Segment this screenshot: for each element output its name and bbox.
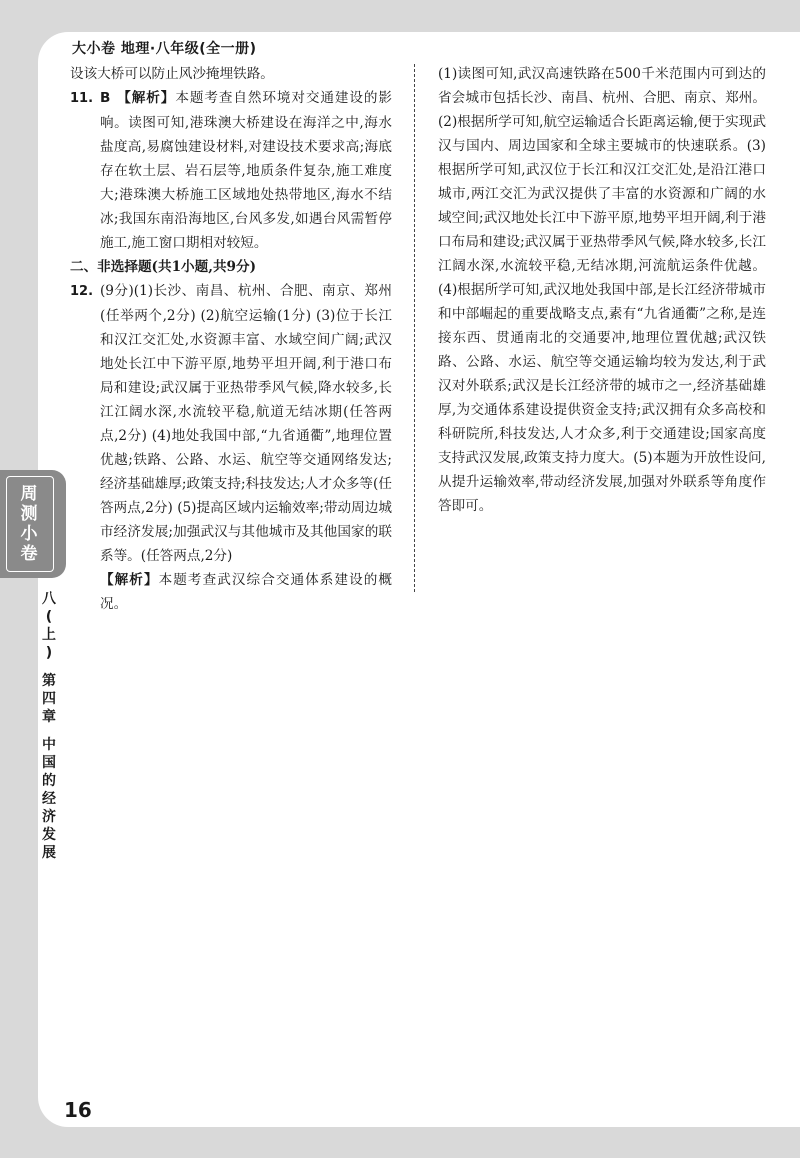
question-number: 12. (70, 284, 94, 299)
page-number: 16 (64, 1098, 92, 1122)
analysis-tag: 【解析】 (116, 90, 176, 106)
sidebar-chapter-char: 四 (42, 691, 56, 707)
sidebar-topic-char: 国 (42, 755, 56, 771)
column-divider (414, 64, 415, 592)
side-tab-char: 周 (20, 484, 38, 504)
section-heading: 二、非选择题(共1小题,共9分) (70, 259, 257, 275)
sidebar-topic-char: 经 (42, 791, 56, 807)
sidebar-topic-char: 发 (42, 827, 56, 843)
sidebar-grade-char: ) (45, 645, 53, 661)
sidebar-grade (38, 590, 60, 662)
side-tab-char: 小 (20, 524, 38, 544)
question-number: 11. (70, 91, 94, 106)
sidebar-grade-char: ( (45, 609, 53, 625)
sidebar-chapter-number (38, 672, 60, 726)
analysis-text: 本题考查武汉综合交通体系建设的概况。 (100, 572, 393, 612)
answer-text: (9分)(1)长沙、南昌、杭州、合肥、南京、郑州(任举两个,2分) (2)航空运输(1分) (3)位于长江和汉江交汇处,水资源丰富、水域空间广阔;武汉地处长江中下游平原,地势平坦开阔,利于港口布局和建设;武汉属于亚热带季风气候,降水较多,长江江阔水深,水流较平稳,航道无结冰期(任答两点,2分) (4)地处我国中部,“九省通衢”,地理位置优越;铁路、公路、水运、航空等交通网络发达;经济基础雄厚;政策支持;科技发达;人才众多等(任答两点,2分) (5)提高区域内运输效率;带动周边城市经济发展;加强武汉与其他城市及其他国家的联系等。(任答两点,2分) (100, 283, 392, 564)
sidebar-topic-char: 展 (42, 845, 56, 861)
sidebar-topic-char: 济 (42, 809, 56, 825)
side-tab-char: 测 (20, 504, 38, 524)
left-column (70, 62, 392, 616)
answer-letter: B (100, 90, 111, 106)
sidebar-chapter-char: 章 (42, 709, 56, 725)
analysis-continued: (1)读图可知,武汉高速铁路在500千米范围内可到达的省会城市包括长沙、南昌、杭州、合肥、南京、郑州。(2)根据所学可知,航空运输适合长距离运输,便于实现武汉与国内、周边国家和全球主要城市的快速联系。(3)根据所学可知,武汉位于长江和汉江交汇处,是沿江港口城市,两江交汇为武汉提供了丰富的水资源和广阔的水域空间;武汉地处长江中下游平原,地势平坦开阔,利于港口布局和建设;武汉属于亚热带季风气候,降水较多,长江江阔水深,水流较平稳,无结冰期,河流航运条件优越。(4)根据所学可知,武汉地处我国中部,是长江经济带城市和中部崛起的重要战略支点,素有“九省通衢”之称,是连接东西、贯通南北的交通要冲,地理位置优越;武汉铁路、公路、水运、航空等交通运输均较为发达,利于武汉对外联系;武汉是长江经济带的城市之一,经济基础雄厚,为交通体系建设提供资金支持;武汉拥有众多高校和科研院所,科技发达,人才众多,利于交通建设;国家高度支持武汉发展,政策支持力度大。(5)本题为开放性设问,从提升运输效率,带动经济发展,加强对外联系等角度作答即可。 (438, 66, 766, 514)
sidebar-topic (38, 736, 60, 862)
sidebar-chapter-char: 第 (42, 673, 56, 689)
intro-text: 设该大桥可以防止风沙掩埋铁路。 (70, 66, 274, 82)
right-column (438, 62, 766, 518)
analysis-text: 本题考查自然环境对交通建设的影响。读图可知,港珠澳大桥建设在海洋之中,海水盐度高,易腐蚀建设材料,对建设技术要求高;海底存在软土层、岩石层等,地质条件复杂,施工难度大;港珠澳大桥施工区域地处热带地区,海水不结冰;我国东南沿海地区,台风多发,如遇台风需暂停施工,施工窗口期相对较短。 (100, 90, 393, 251)
sidebar-grade-char: 上 (42, 627, 56, 643)
analysis-tag: 【解析】 (100, 572, 159, 588)
question-12 (70, 279, 392, 568)
side-tab-label (0, 484, 58, 564)
question-12-analysis (70, 568, 392, 616)
sidebar-chapter (38, 590, 60, 862)
side-tab-char: 卷 (20, 544, 38, 564)
side-tab (0, 470, 66, 578)
sidebar-topic-char: 中 (42, 737, 56, 753)
sidebar-topic-char: 的 (42, 773, 56, 789)
sidebar-grade-char: 八 (42, 591, 56, 607)
question-11 (70, 86, 392, 255)
page-header: 大小卷 地理·八年级(全一册) (72, 41, 257, 57)
